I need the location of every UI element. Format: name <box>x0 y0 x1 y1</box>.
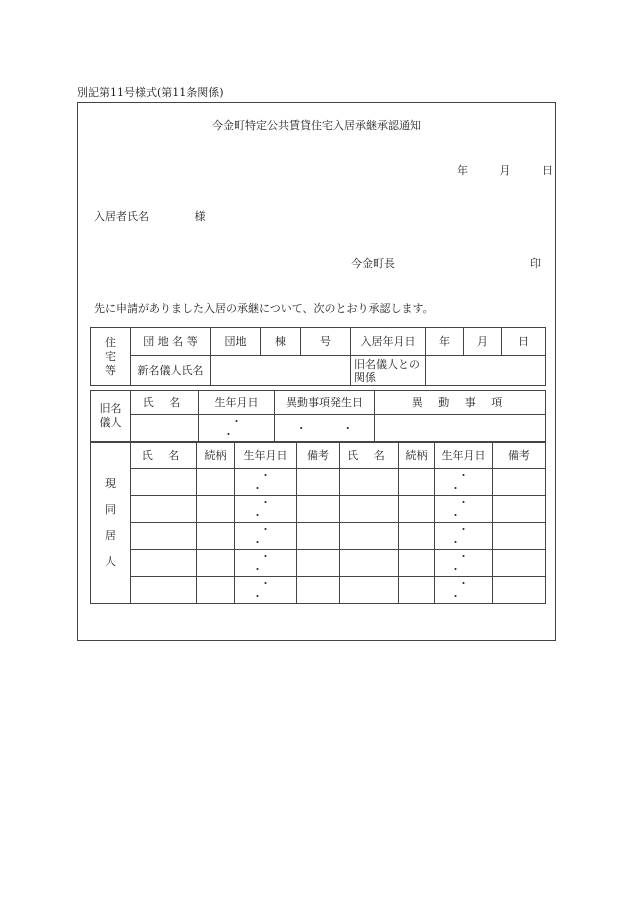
resident-remarks-header: 備考 <box>297 443 340 469</box>
resident-name-header: 氏 名 <box>340 443 399 469</box>
move-in-month-label: 月 <box>464 328 502 356</box>
issue-date <box>457 162 553 178</box>
table-row: ・ ・ ・ ・ <box>91 550 546 577</box>
new-holder-cell <box>211 356 351 386</box>
seal-label: 印 <box>530 257 541 270</box>
move-in-year-label: 年 <box>426 328 464 356</box>
move-in-day-label: 日 <box>502 328 546 356</box>
former-birth-cell: ・ ・ <box>199 415 275 442</box>
former-name-cell <box>131 415 199 442</box>
building-label: 棟 <box>261 328 301 356</box>
addressee-line <box>94 208 206 224</box>
change-cell <box>375 415 546 442</box>
table-row: ・ ・ ・ ・ <box>91 496 546 523</box>
honorific-label: 様 <box>194 210 206 223</box>
resident-birth-header: 生年月日 <box>235 443 297 469</box>
change-date-label: 異動事項発生日 <box>275 391 375 415</box>
form-number-label: 別記第11号様式(第11条関係) <box>77 86 224 99</box>
change-date-cell: ・ ・ <box>275 415 375 442</box>
former-name-label: 氏 名 <box>131 391 199 415</box>
day-label: 日 <box>542 164 553 177</box>
year-label: 年 <box>457 164 468 177</box>
former-holder-table <box>90 390 546 442</box>
month-label: 月 <box>499 164 511 177</box>
resident-remarks-header: 備考 <box>493 443 546 469</box>
issuer-name: 今金町長 <box>351 257 395 270</box>
residents-table <box>90 442 546 604</box>
relation-cell <box>426 356 546 386</box>
form-title: 今金町特定公共賃貸住宅入居承継承認通知 <box>212 119 421 132</box>
body-text: 先に申請がありました入居の承継について、次のとおり承認します。 <box>94 302 434 315</box>
table-row: ・ ・ ・ ・ <box>91 577 546 604</box>
resident-relation-header: 続柄 <box>399 443 435 469</box>
table-row: ・ ・ ・ ・ <box>91 523 546 550</box>
housing-section-label: 住宅等 <box>91 328 131 386</box>
former-holder-section-label: 旧名儀人 <box>91 391 131 442</box>
resident-relation-header: 続柄 <box>197 443 235 469</box>
resident-birth-header: 生年月日 <box>435 443 493 469</box>
estate-name-label: 団 地 名 等 <box>131 328 211 356</box>
housing-table <box>90 327 546 386</box>
form-frame <box>77 102 556 641</box>
table-row: ・ ・ ・ ・ <box>91 469 546 496</box>
new-holder-label: 新名儀人氏名 <box>131 356 211 386</box>
resident-name-header: 氏 名 <box>131 443 197 469</box>
change-label: 異 動 事 項 <box>375 391 546 415</box>
move-in-date-label: 入居年月日 <box>351 328 426 356</box>
number-label: 号 <box>301 328 351 356</box>
relation-to-former-label: 旧名儀人との関係 <box>351 356 426 386</box>
residents-section-label: 現同居人 <box>91 443 131 604</box>
former-birth-label: 生年月日 <box>199 391 275 415</box>
estate-label: 団地 <box>211 328 261 356</box>
resident-name-label: 入居者氏名 <box>94 210 149 223</box>
